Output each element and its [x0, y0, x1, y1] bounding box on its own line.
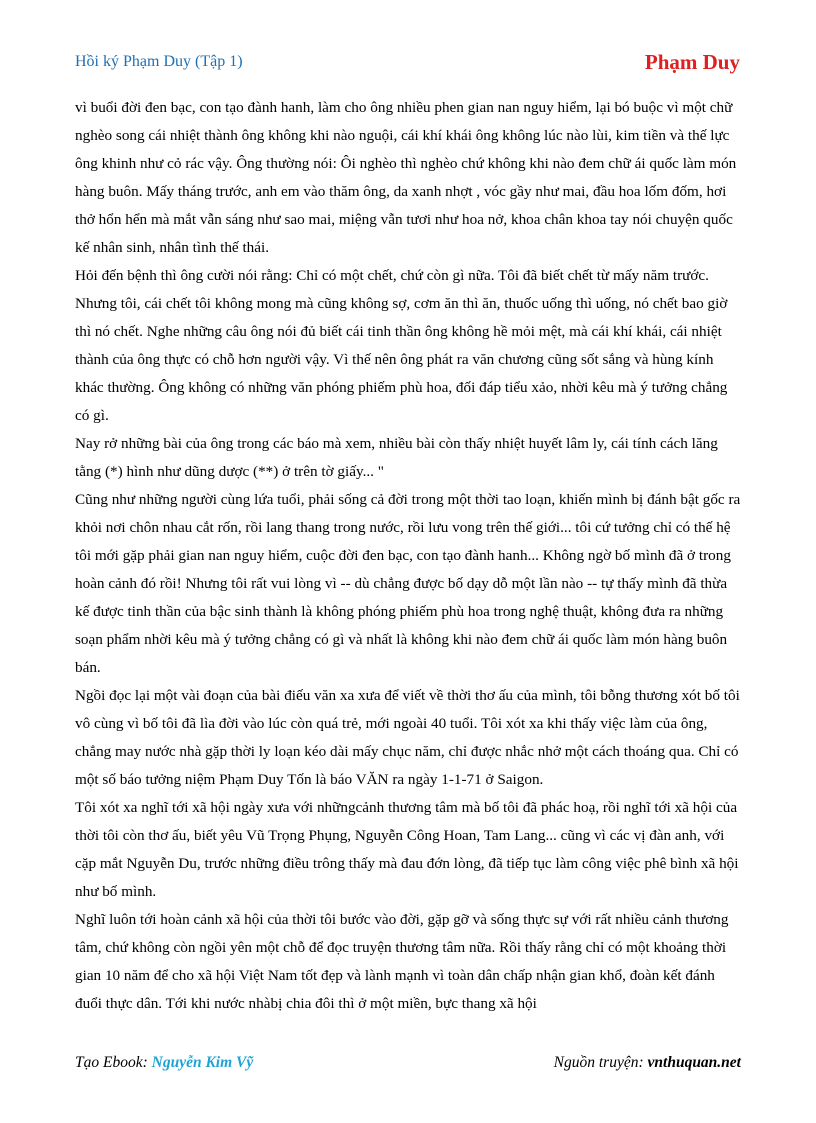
paragraph: vì buổi đời đen bạc, con tạo đành hanh, làm cho ông nhiều phen gian nan nguy hiểm, lại bó buộc vì một chữ nghèo song cái nhiệt thành ông không khi nào nguội, cái khí khái ông không lúc nào lùi, kim tiền và thế lực ông khinh như cỏ rác vậy. Ông thường nói: Ôi nghèo thì nghèo chứ không khi nào đem chữ ái quốc làm món hàng buôn. Mấy tháng trước, anh em vào thăm ông, da xanh nhợt , vóc gầy như mai, đầu hoa lốm đốm, hơi thở hổn hển mà mắt vẫn sáng như sao mai, miệng vẫn tươi như hoa nở, khoa chân khoa tay nói chuyện quốc kế nhân sinh, nhân tình thế thái.: [75, 99, 737, 256]
source-credit: [554, 1054, 741, 1072]
source-label: Nguồn truyện: [553, 1054, 639, 1071]
source-site: vnthuquan.net: [647, 1054, 741, 1071]
page-header: [75, 50, 740, 76]
source-separator: :: [638, 1054, 648, 1071]
ebook-credit: [75, 1054, 253, 1072]
paragraph: Nghĩ luôn tới hoàn cảnh xã hội của thời tôi bước vào đời, gặp gỡ và sống thực sự với rất nhiều cảnh thương tâm, chứ không còn ngồi yên một chỗ để đọc truyện thương tâm nữa. Rồi thấy rằng chỉ có một khoảng thời gian 10 năm để cho xã hội Việt Nam tốt đẹp và lành mạnh vì toàn dân chấp nhận gian khổ, đoàn kết đánh đuổi thực dân. Tới khi nước nhàbị chia đôi thì ở một miền, bực thang xã hội: [75, 911, 729, 1012]
ebook-label: Tạo Ebook: [75, 1054, 143, 1071]
paragraph: Cũng như những người cùng lứa tuổi, phải sống cả đời trong một thời tao loạn, khiến mình bị đánh bật gốc ra khỏi nơi chôn nhau cắt rốn, rồi lang thang trong nước, rồi lưu vong trên thế giới... tôi cứ tưởng chỉ có thế hệ tôi mới gặp phải gian nan nguy hiểm, cuộc đời đen bạc, con tạo đành hanh... Không ngờ bố mình đã ở trong hoàn cảnh đó rồi! Nhưng tôi rất vui lòng vì -- dù chẳng được bố dạy dỗ một lần nào -- tự thấy mình đã thừa kế được tinh thần của bậc sinh thành là không phóng phiếm phù hoa trong nghệ thuật, không đưa ra những soạn phẩm nhời kêu mà ý tưởng chẳng có gì và nhất là không khi nào đem chữ ái quốc làm món hàng buôn bán.: [75, 491, 741, 676]
paragraph: Nay rở những bài của ông trong các báo mà xem, nhiều bài còn thấy nhiệt huyết lâm ly, cái tính cách lăng tằng (*) hình như dũng dược (**) ở trên tờ giấy... ": [75, 435, 718, 480]
book-title: Hồi ký Phạm Duy (Tập 1): [75, 53, 243, 70]
paragraph: Hỏi đến bệnh thì ông cười nói rằng: Chỉ có một chết, chứ còn gì nữa. Tôi đã biết chết từ mấy năm trước. Nhưng tôi, cái chết tôi không mong mà cũng không sợ, cơm ăn thì ăn, thuốc uống thì uống, nó chết bao giờ thì nó chết. Nghe những câu ông nói đủ biết cái tinh thần ông không hề mỏi mệt, mà cái khí khái, cái nhiệt thành của ông thực có chỗ hơn người vậy. Vì thế nên ông phát ra văn chương cũng sốt sắng và hùng kính khác thường. Ông không có những văn phóng phiếm phù hoa, đối đáp tiểu xảo, nhời kêu mà ý tưởng chẳng có gì.: [75, 267, 728, 424]
ebook-creator: Nguyễn Kim Vỹ: [151, 1054, 254, 1071]
document-body: [75, 94, 743, 1018]
page-footer: [75, 1054, 741, 1078]
ebook-separator: :: [142, 1054, 152, 1071]
paragraph: Tôi xót xa nghĩ tới xã hội ngày xưa với nhữngcảnh thương tâm mà bố tôi đã phác hoạ, rồi nghĩ tới xã hội của thời tôi còn thơ ấu, biết yêu Vũ Trọng Phụng, Nguyễn Công Hoan, Tam Lang... cũng vì các vị đàn anh, với cặp mắt Nguyễn Du, trước những điều trông thấy mà đau đớn lòng, đã tiếp tục làm công việc phê bình xã hội như bố mình.: [75, 799, 739, 900]
author-name: Phạm Duy: [644, 50, 740, 74]
paragraph: Ngồi đọc lại một vài đoạn của bài điếu văn xa xưa để viết về thời thơ ấu của mình, tôi bỗng thương xót bố tôi vô cùng vì bố tôi đã lìa đời vào lúc còn quá trẻ, mới ngoài 40 tuổi. Tôi xót xa khi thấy việc làm của ông, chẳng may nước nhà gặp thời ly loạn kéo dài mấy chục năm, chỉ được nhắc nhở một cách thoáng qua. Chỉ có một số báo tưởng niệm Phạm Duy Tốn là báo VĂN ra ngày 1-1-71 ở Saigon.: [75, 687, 740, 788]
